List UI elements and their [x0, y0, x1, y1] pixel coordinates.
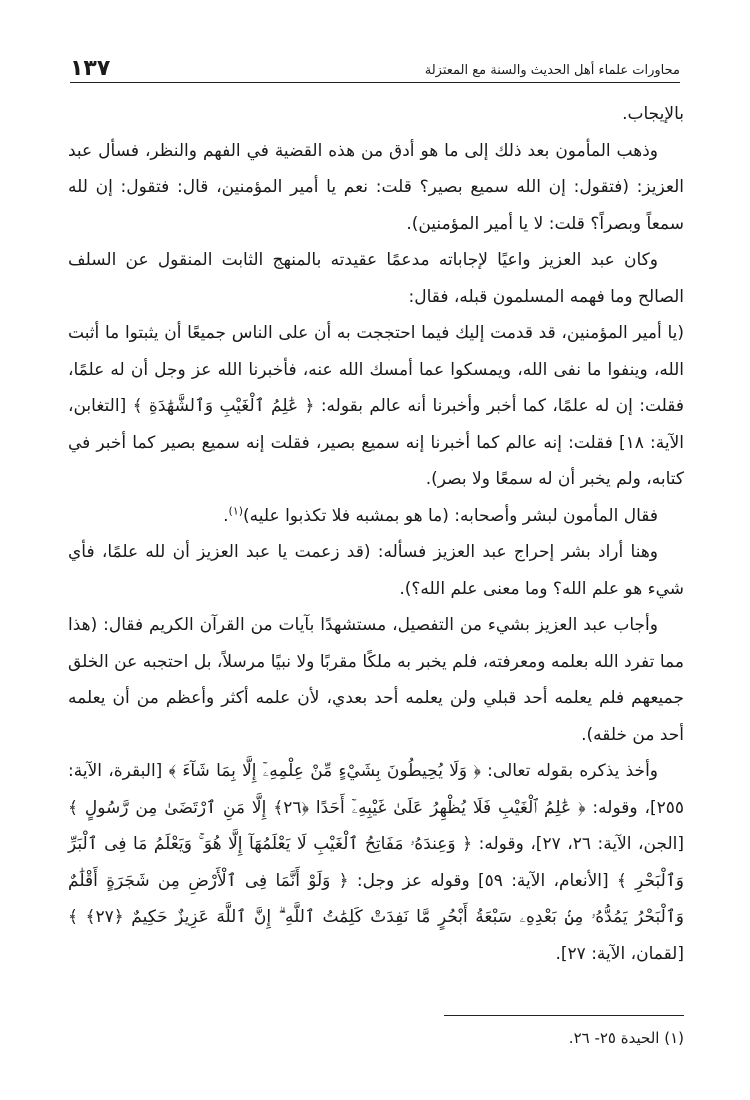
footnote: (١) الحيدة ٢٥- ٢٦. — [568, 1029, 684, 1047]
running-title: محاورات علماء أهل الحديث والسنة مع المعتزلة — [424, 63, 680, 78]
paragraph-5-text: فقال المأمون لبشر وأصحابه: (ما هو بمشبه فلا تكذبوا عليه) — [243, 505, 658, 526]
paragraph-5-tail: . — [223, 505, 229, 526]
main-text — [68, 96, 684, 972]
paragraph-4: (يا أمير المؤمنين، قد قدمت إليك فيما احتججت به أن على الناس جميعًا أن يثبتوا ما أثبت الله، وينفوا ما نفى الله، ويمسكوا عما أمسك الله عنه، فأخبرنا الله عز وجل أن له علمًا، فقلت: إن له علمًا، كما أخبر وأخبرنا أنه عالم بقوله: ﴿ عَٰلِمُ ٱلْغَيْبِ وَٱلشَّهَٰدَةِ ﴾ [التغابن، الآية: ١٨] فقلت: إنه عالم كما أخبرنا إنه سميع بصير، فقلت إنه سميع بصير كما أخبر في كتابه، ولم يخبر أن له سمعًا ولا بصر). — [68, 323, 684, 489]
footnote-divider — [444, 1015, 684, 1016]
paragraph-5 — [68, 498, 684, 535]
paragraph-3: وكان عبد العزيز واعيًا لإجاباته مدعمًا عقيدته بالمنهج الثابت المنقول عن السلف الصالح وما فهمه المسلمون قبله، فقال: — [68, 250, 684, 307]
paragraph-1: بالإيجاب. — [622, 104, 684, 124]
page-header — [70, 52, 680, 83]
page-number: ١٣٧ — [70, 56, 111, 81]
paragraph-7: وأجاب عبد العزيز بشيء من التفصيل، مستشهدًا بآيات من القرآن الكريم فقال: (هذا مما تفرد الله بعلمه ومعرفته، فلم يخبر به ملكًا مقربًا ولا نبيًا مرسلاً، بل احتجبه عن الخلق جميعهم فلم يعلمه أحد قبلي ولن يعلمه أحد بعدي، لأن علمه أكثر وأعظم من أن يعلمه أحد من خلقه). — [68, 615, 684, 745]
footnote-reference: (١) — [228, 503, 244, 517]
paragraph-6: وهنا أراد بشر إحراج عبد العزيز فسأله: (قد زعمت يا عبد العزيز أن لله علمًا، فأي شيء هو علم الله؟ وما معنى علم الله؟). — [68, 542, 684, 599]
paragraph-8: وأخذ يذكره بقوله تعالى: ﴿ وَلَا يُحِيطُونَ بِشَيْءٍ مِّنْ عِلْمِهِۦٓ إِلَّا بِمَا شَآءَ ﴾ [البقرة، الآية: ٢٥٥]، وقوله: ﴿ عَٰلِمُ ٱلْغَيْبِ فَلَا يُظْهِرُ عَلَىٰ غَيْبِهِۦٓ أَحَدًا ﴿٢٦﴾ إِلَّا مَنِ ٱرْتَضَىٰ مِن رَّسُولٍ ﴾ [الجن، الآية: ٢٦، ٢٧]، وقوله: ﴿ وَعِندَهُۥ مَفَاتِحُ ٱلْغَيْبِ لَا يَعْلَمُهَآ إِلَّا هُوَ ۚ وَيَعْلَمُ مَا فِى ٱلْبَرِّ وَٱلْبَحْرِ ﴾ [الأنعام، الآية: ٥٩] وقوله عز وجل: ﴿ وَلَوْ أَنَّمَا فِى ٱلْأَرْضِ مِن شَجَرَةٍ أَقْلَٰمٌ وَٱلْبَحْرُ يَمُدُّهُۥ مِنۢ بَعْدِهِۦ سَبْعَةُ أَبْحُرٍ مَّا نَفِدَتْ كَلِمَٰتُ ٱللَّهِ ۗ إِنَّ ٱللَّهَ عَزِيزٌ حَكِيمٌ ﴿٢٧﴾ ﴾ [لقمان، الآية: ٢٧]. — [68, 761, 685, 964]
paragraph-2: وذهب المأمون بعد ذلك إلى ما هو أدق من هذه القضية في الفهم والنظر، فسأل عبد العزيز: (فتقول: إن الله سميع بصير؟ قلت: نعم يا أمير المؤمنين، قال: فتقول: إن لله سمعاً وبصراً؟ قلت: لا يا أمير المؤمنين). — [68, 140, 684, 234]
